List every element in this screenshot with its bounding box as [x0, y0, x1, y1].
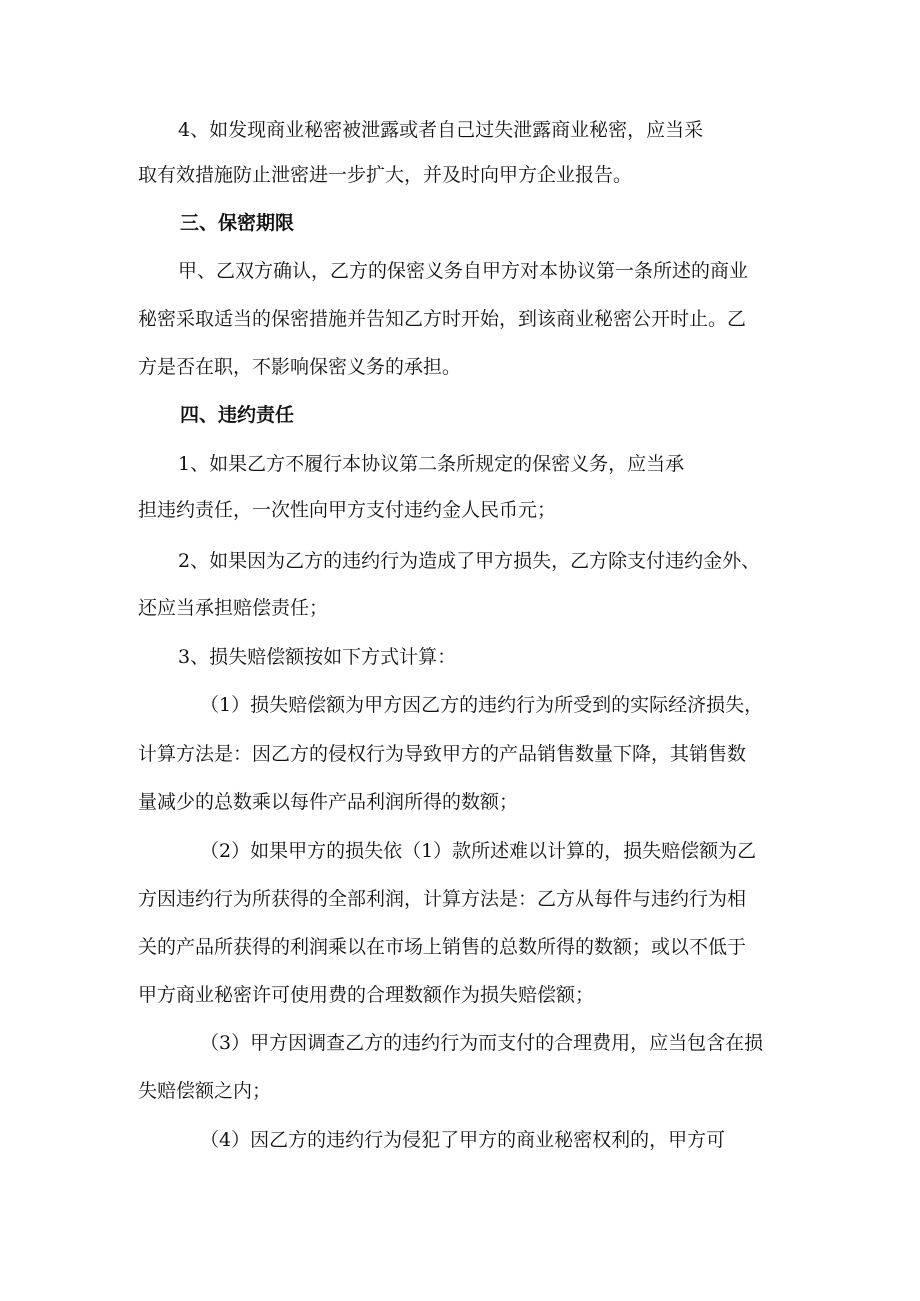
- section3-heading: 三、保密期限: [180, 212, 295, 234]
- section4-sub1-line3: 量减少的总数乘以每件产品利润所得的数额；: [138, 791, 519, 813]
- section4-sub2-line2: 方因违约行为所获得的全部利润，计算方法是：乙方从每件与违约行为相: [138, 888, 747, 910]
- section4-sub1-line1: （1）损失赔偿额为甲方因乙方的违约行为所受到的实际经济损失，: [200, 694, 764, 716]
- section4-sub2-line4: 甲方商业秘密许可使用费的合理数额作为损失赔偿额；: [138, 984, 595, 1006]
- section4-item2-line1: 2、如果因为乙方的违约行为造成了甲方损失，乙方除支付违约金外、: [178, 550, 761, 572]
- clause4-line1: 4、如发现商业秘密被泄露或者自己过失泄露商业秘密，应当采: [178, 119, 704, 141]
- section4-sub3-line2: 失赔偿额之内；: [138, 1080, 272, 1102]
- section3-line2: 秘密采取适当的保密措施并告知乙方时开始，到该商业秘密公开时止。乙: [138, 308, 747, 330]
- section4-sub2-line3: 关的产品所获得的利润乘以在市场上销售的总数所得的数额；或以不低于: [138, 936, 747, 958]
- section4-sub4-line1: （4）因乙方的违约行为侵犯了甲方的商业秘密权利的，甲方可: [200, 1129, 726, 1151]
- section3-line3: 方是否在职，不影响保密义务的承担。: [138, 356, 462, 378]
- section4-heading: 四、违约责任: [180, 404, 295, 426]
- section4-sub1-line2: 计算方法是：因乙方的侵权行为导致甲方的产品销售数量下降，其销售数: [138, 743, 747, 765]
- section4-sub3-line1: （3）甲方因调查乙方的违约行为而支付的合理费用，应当包含在损: [200, 1032, 764, 1054]
- clause4-line2: 取有效措施防止泄密进一步扩大，并及时向甲方企业报告。: [138, 164, 633, 186]
- section4-item2-line2: 还应当承担赔偿责任；: [138, 597, 329, 619]
- section4-sub2-line1: （2）如果甲方的损失依（1）款所述难以计算的，损失赔偿额为乙: [200, 840, 757, 862]
- section4-item1-line2: 担违约责任，一次性向甲方支付违约金人民币元；: [138, 499, 557, 521]
- section4-item1-line1: 1、如果乙方不履行本协议第二条所规定的保密义务，应当承: [178, 453, 685, 475]
- section3-line1: 甲、乙双方确认，乙方的保密义务自甲方对本协议第一条所述的商业: [178, 260, 749, 282]
- section4-item3: 3、损失赔偿额按如下方式计算：: [178, 646, 457, 668]
